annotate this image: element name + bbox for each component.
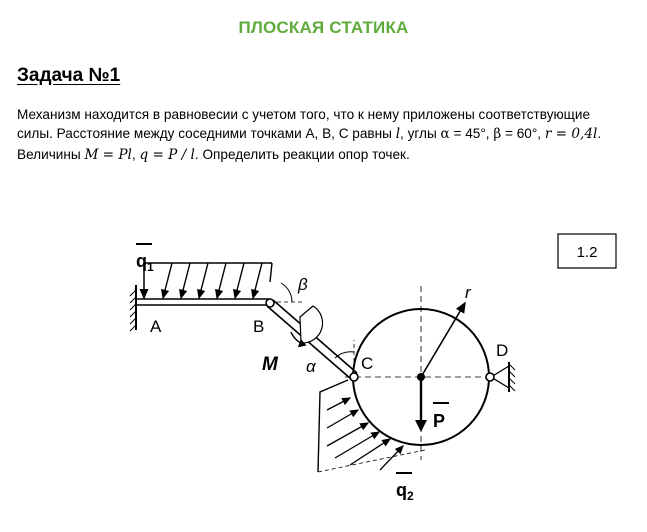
hinge-C: [350, 373, 358, 381]
math-beta: β: [493, 126, 502, 143]
math-r: r = 0,4l: [544, 126, 598, 143]
task-heading: Задача №1: [17, 65, 121, 86]
distributed-load-q2: [318, 380, 425, 472]
label-A: A: [150, 317, 162, 336]
text-fragment: = 45°,: [449, 126, 494, 142]
text-fragment: , углы: [400, 126, 441, 142]
radius-r: [421, 303, 465, 377]
text-fragment: . Определить реакции опор точек.: [194, 146, 410, 162]
label-q1: $q_1$: [136, 251, 154, 274]
math-q: q = P / l: [139, 146, 195, 163]
label-q2: $q_2$: [396, 480, 414, 503]
task-line-1: Механизм находится в равновесии с учетом того, что к нему приложены соответствующие: [17, 107, 591, 122]
text-fragment: Величины: [17, 146, 85, 162]
label-r: r: [465, 283, 471, 302]
angle-alpha: [335, 340, 354, 376]
label-D: D: [496, 341, 509, 360]
text-fragment: ,: [131, 146, 140, 162]
label-C: C: [361, 354, 374, 373]
label-P: P: [433, 411, 446, 431]
text-fragment: = 60°,: [501, 126, 545, 142]
hinge-B: [266, 299, 274, 307]
label-M: M: [262, 354, 278, 375]
distributed-load-q1: [144, 263, 272, 298]
beam-AB: [136, 299, 270, 305]
force-P-arrowhead: [415, 420, 427, 432]
math-alpha: α: [440, 126, 450, 143]
math-M: M = Pl: [84, 146, 132, 163]
text-fragment: силы. Расстояние между соседними точками A, B, C равны: [17, 126, 396, 142]
label-alpha: α: [306, 357, 316, 376]
support-D: [486, 362, 515, 392]
text-fragment: .: [597, 126, 602, 142]
wall-support-A: [130, 285, 136, 331]
page-title: ПЛОСКАЯ СТАТИКА: [238, 18, 409, 37]
label-beta: β: [298, 275, 308, 294]
math-l: l: [395, 126, 401, 143]
label-B: B: [253, 317, 265, 336]
figure-number: 1.2: [576, 244, 598, 261]
